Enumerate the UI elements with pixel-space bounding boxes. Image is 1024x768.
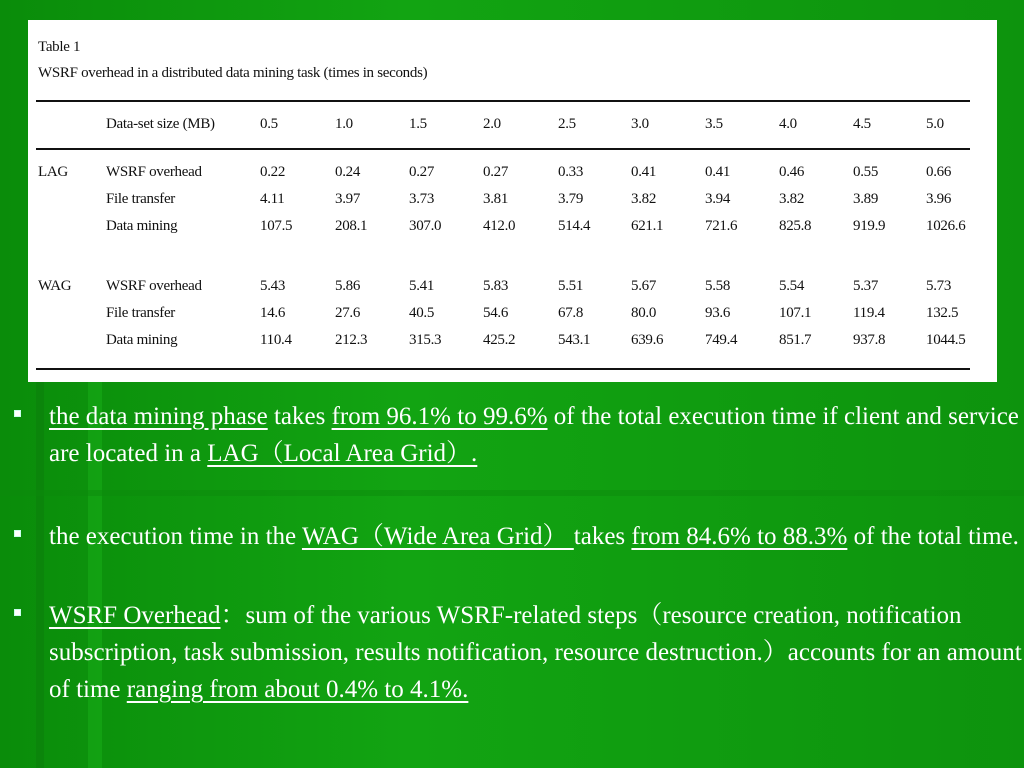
bullet-text <box>49 518 1024 555</box>
table-header-size: 5.0 <box>926 116 944 132</box>
table-cell: 639.6 <box>631 332 664 348</box>
underlined-phrase: WAG（Wide Area Grid） <box>301 523 574 550</box>
table-row-label: Data mining <box>106 218 178 234</box>
table-cell: 0.46 <box>779 164 805 180</box>
table-cell: 5.73 <box>926 278 952 294</box>
table-group-label: LAG <box>38 164 68 180</box>
table-cell: 5.51 <box>558 278 584 294</box>
table-cell: 0.41 <box>705 164 731 180</box>
table-image <box>28 20 997 382</box>
table-cell: 27.6 <box>335 305 361 321</box>
table-header-size: 3.0 <box>631 116 649 132</box>
table-cell: 3.79 <box>558 191 584 207</box>
table-cell: 5.86 <box>335 278 361 294</box>
table-cell: 5.67 <box>631 278 657 294</box>
table-cell: 4.11 <box>260 191 285 207</box>
table-cell: 54.6 <box>483 305 509 321</box>
bullet-square-icon <box>14 609 21 616</box>
table-group-label: WAG <box>38 278 72 294</box>
table-cell: 0.24 <box>335 164 361 180</box>
underlined-phrase: the data mining phase <box>49 403 268 430</box>
table-cell: 5.83 <box>483 278 509 294</box>
table-cell: 40.5 <box>409 305 435 321</box>
text-run: takes <box>267 403 332 430</box>
table-cell: 80.0 <box>631 305 657 321</box>
table-header-size: 2.0 <box>483 116 501 132</box>
underlined-phrase: ranging from about 0.4% to 4.1%. <box>126 676 469 703</box>
table-cell: 1044.5 <box>926 332 966 348</box>
table-cell: 937.8 <box>853 332 886 348</box>
table-cell: 119.4 <box>853 305 885 321</box>
table-cell: 425.2 <box>483 332 516 348</box>
table-cell: 3.81 <box>483 191 509 207</box>
table-cell: 132.5 <box>926 305 959 321</box>
table-cell: 412.0 <box>483 218 516 234</box>
background-stripe <box>0 490 1024 496</box>
table-cell: 621.1 <box>631 218 664 234</box>
table-cell: 0.22 <box>260 164 286 180</box>
table-cell: 93.6 <box>705 305 731 321</box>
text-run: ：sum of the various WSRF-related steps（resource creation, notification subscription, task submission, results notification, resource destruction.）accounts for an amount of time <box>49 602 1022 703</box>
table-cell: 0.33 <box>558 164 584 180</box>
table-header-size: 1.5 <box>409 116 427 132</box>
table-cell: 315.3 <box>409 332 442 348</box>
table-cell: 919.9 <box>853 218 886 234</box>
table-caption-title: Table 1 <box>38 39 81 55</box>
table-caption-text: WSRF overhead in a distributed data mining task (times in seconds) <box>38 65 428 81</box>
table-header-size: 4.0 <box>779 116 797 132</box>
table-rule-top <box>36 100 970 102</box>
bullet-square-icon <box>14 530 21 537</box>
text-run: of the total time. <box>847 523 1019 550</box>
bullet-text <box>49 398 1024 472</box>
underlined-phrase: from 84.6% to 88.3% <box>631 523 848 550</box>
table-cell: 307.0 <box>409 218 442 234</box>
table-cell: 107.5 <box>260 218 293 234</box>
table-cell: 543.1 <box>558 332 591 348</box>
table-cell: 749.4 <box>705 332 738 348</box>
table-cell: 5.43 <box>260 278 286 294</box>
table-header-size: 4.5 <box>853 116 871 132</box>
bullet-text <box>49 597 1024 708</box>
table-cell: 514.4 <box>558 218 591 234</box>
table-cell: 5.58 <box>705 278 731 294</box>
table-cell: 212.3 <box>335 332 368 348</box>
table-row-label: Data mining <box>106 332 178 348</box>
table-header-size: 1.0 <box>335 116 353 132</box>
table-cell: 825.8 <box>779 218 812 234</box>
table-cell: 851.7 <box>779 332 812 348</box>
table-cell: 67.8 <box>558 305 584 321</box>
table-cell: 0.41 <box>631 164 657 180</box>
bullet-square-icon <box>14 410 21 417</box>
table-cell: 3.97 <box>335 191 361 207</box>
text-run: of the total execution time if client and service are located in a <box>49 403 1019 467</box>
table-cell: 5.54 <box>779 278 805 294</box>
table-cell: 3.82 <box>779 191 805 207</box>
table-row-label: WSRF overhead <box>106 164 202 180</box>
table-rule-header <box>36 148 970 150</box>
table-cell: 3.96 <box>926 191 952 207</box>
underlined-phrase: WSRF Overhead <box>49 602 221 629</box>
table-cell: 3.82 <box>631 191 657 207</box>
background-stripe <box>36 380 44 768</box>
text-run: the execution time in the <box>49 523 302 550</box>
table-cell: 3.94 <box>705 191 731 207</box>
table-cell: 0.27 <box>483 164 509 180</box>
underlined-phrase: from 96.1% to 99.6% <box>331 403 548 430</box>
table-header-size: 0.5 <box>260 116 278 132</box>
table-cell: 1026.6 <box>926 218 966 234</box>
table-cell: 5.41 <box>409 278 435 294</box>
table-row-label: File transfer <box>106 191 175 207</box>
table-cell: 0.27 <box>409 164 435 180</box>
table-cell: 0.66 <box>926 164 952 180</box>
table-header-size: 3.5 <box>705 116 723 132</box>
table-cell: 0.55 <box>853 164 879 180</box>
table-cell: 208.1 <box>335 218 368 234</box>
table-row-label: WSRF overhead <box>106 278 202 294</box>
table-rule-bottom <box>36 368 970 370</box>
table-header-size: 2.5 <box>558 116 576 132</box>
table-cell: 3.89 <box>853 191 879 207</box>
table-header-label: Data-set size (MB) <box>106 116 215 132</box>
table-cell: 5.37 <box>853 278 879 294</box>
text-run: takes <box>573 523 632 550</box>
table-row-label: File transfer <box>106 305 175 321</box>
table-cell: 107.1 <box>779 305 812 321</box>
table-cell: 3.73 <box>409 191 435 207</box>
table-cell: 14.6 <box>260 305 286 321</box>
table-cell: 110.4 <box>260 332 292 348</box>
table-cell: 721.6 <box>705 218 738 234</box>
underlined-phrase: LAG（Local Area Grid）. <box>207 440 478 467</box>
